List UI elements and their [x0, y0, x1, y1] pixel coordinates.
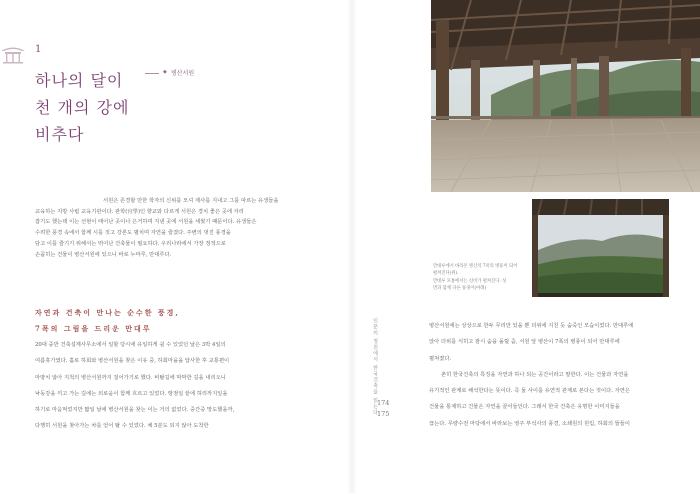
chapter-subtitle: 병산서원: [171, 70, 195, 77]
text-line: 하기로 마음먹었지만 짧일 날에 병산서원을 찾는 이는 거의 없었다. 중간중 망도했을까,: [35, 407, 235, 414]
running-head: 인문의 정원에서 한국건축을 읽는다: [372, 318, 378, 416]
text-line: 잡기도 했는데 이는 선현이 태어난 곳이나 은거하며 지낸 곳에 서원을 세웠기 때문이다. 유생들은: [35, 219, 257, 226]
section-heading-line: 7폭의 그림을 드리운 만대루: [35, 324, 152, 333]
caption-line: 만대루 모퉁에서는 신비가 펼쳐진다. 성: [433, 278, 507, 284]
pavilion-photo-main: [431, 0, 700, 192]
photo-caption: [433, 263, 525, 293]
text-line: 건물을 통제하고 건물은 자연을 끌어들인다. 그래서 한국 건축은 유명한 이미지들을: [429, 404, 620, 411]
page-number-right: 175: [377, 410, 390, 418]
caption-line: 만대루에서 바라본 병산의 7폭의 병풍이 되어: [433, 264, 518, 269]
chapter-title-line: 천 개의 강에: [35, 98, 130, 117]
intro-paragraph: [35, 196, 335, 260]
chapter-title-line: 비추다: [35, 125, 85, 144]
page-gutter-shadow: [347, 0, 357, 493]
mountain-view-photo: [532, 199, 669, 297]
text-line: 앉아 더위를 식히고 잠시 숨을 돌릴 즘, 서원 앞 병산이 7폭의 병풍이 되어 만대루에: [429, 339, 620, 346]
right-paragraph: [429, 318, 694, 432]
subtitle-rule: [145, 73, 159, 74]
text-line: 교육하는 지방 사립 교육기관이다. 관학(官學)인 향교와 다르게 서원은 경치 좋은 곳에 자리: [35, 208, 244, 215]
text-line: 병산서원에는 상상으로 한두 무리만 있을 뿐 더위에 지친 듯 숨죽인 모습이었다. 만대루에: [429, 323, 634, 329]
section-paragraph: [35, 337, 335, 435]
text-line: 끊는다. 무량수전 마당에서 바라보는 영주 부석사의 풍경, 소쇄원의 원림, 하회의 뜰들이: [429, 420, 630, 427]
caption-line: 펼쳐진다(위).: [433, 271, 459, 277]
text-line: 펼쳐졌다.: [429, 355, 452, 362]
text-line: 마땅치 않아 지척의 병산서원까지 걸어가기로 했다. 비탈길에 막막한 길을 내리오니: [35, 374, 226, 381]
text-line: 서원은 존경할 만한 학자의 신위를 모셔 제사를 지내고 그를 따르는 유생들을: [103, 198, 279, 204]
page-number-left: 174: [377, 399, 390, 407]
text-line: 손꼽히는 건물이 병산서원에 있으니 바로 누마루, 만대루다.: [35, 251, 172, 258]
section-heading-line: 자연과 건축이 만나는 순수한 풍경,: [35, 308, 180, 317]
text-line: 여름휴가였다. 홀로 하회와 병산서원을 찾은 이유 중, 하회마을을 답사한 후 교통편이: [35, 358, 230, 365]
text-line: 담고 이를 즐기기 위해서는 뛰어난 건축물이 필요하다. 우리나라에서 가장 정적으로: [35, 240, 226, 247]
section-heading: [35, 305, 335, 337]
text-line: 다행히 서원을 찾아가는 차를 얻어 탈 수 있었다. 채 5분도 되지 않아 도착한: [35, 423, 209, 430]
text-line: 유기적인 관계로 해석한다는 뜻이다. 즉 둘 사이를 유연적 관계로 본다는 것이다. 자연은: [429, 388, 630, 395]
caption-line: 면과 함께 다른 풍경이(아래): [433, 286, 487, 292]
text-line: 수려한 풍경 속에서 함께 시를 짓고 강론도 펼치며 자연을 즐겼다. 주변의 멋진 풍경을: [35, 230, 231, 237]
subtitle-bullet-icon: ◆: [163, 69, 167, 75]
text-line: 20대 중반 건축설계사무소에서 일할 당시에 유일하게 쉴 수 있었던 날은 3박 4일의: [35, 342, 226, 348]
text-line: 촌히 한국건축의 특징을 자연과 하나 되는 공간이라고 말한다. 이는 건물과 자연을: [441, 371, 629, 378]
pavilion-ornament-icon: [0, 40, 26, 66]
chapter-number: 1: [35, 44, 42, 55]
chapter-title: [35, 67, 235, 148]
chapter-title-line: 하나의 달이: [35, 71, 124, 90]
text-line: 낙동강을 끼고 가는 길에는 외로움이 함께 흐르고 있었다. 땅점일 끝에 허리까지잎을: [35, 390, 228, 397]
